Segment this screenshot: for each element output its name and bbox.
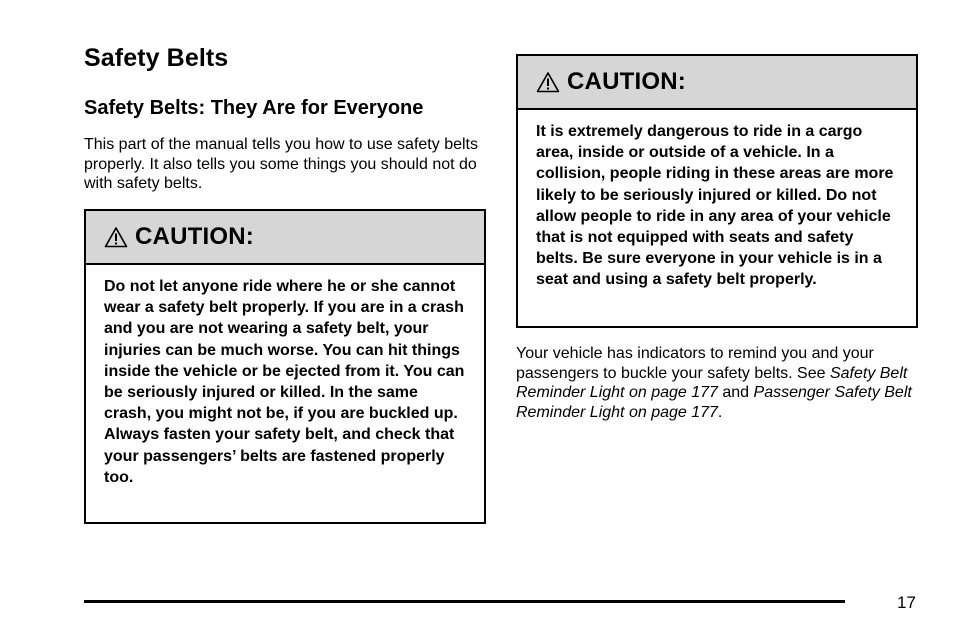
caution-header [518,56,916,110]
reminder-text: and [717,384,754,401]
caution-box-right [516,54,918,328]
reminder-text: . [717,403,723,421]
reminder-paragraph [516,344,918,422]
caution-text: It is extremely dangerous to ride in a cargo area, inside or outside of a vehicle. In a collision, people riding in these areas are more likely to be seriously injured or killed. Do not allow people to ride in any area of your vehicle that is not equipped with seats and safety belts. Be sure everyone in your vehicle is in a seat and using a safety belt properly. [536,123,894,289]
warning-triangle-icon [536,71,560,93]
intro-paragraph: This part of the manual tells you how to use safety belts properly. It also tells you some things you should not do with safety belts. [84,136,478,192]
reminder-link-driver[interactable]: Safety Belt Reminder Light on page 177 [516,364,908,401]
caution-header [86,211,484,265]
reminder-text: Your vehicle has indicators to remind you and your passengers to buckle your safety belts. See [516,345,874,382]
reminder-link-passenger[interactable]: Passenger Safety Belt Reminder Light on page 177 [516,384,912,421]
page-number: 17 [897,593,916,612]
caution-box-left [84,209,486,524]
caution-label: CAUTION: [567,68,686,95]
warning-triangle-icon [104,226,128,248]
footer-rule [84,600,845,603]
page-title: Safety Belts [84,44,229,72]
caution-label: CAUTION: [135,223,254,250]
caution-text: Do not let anyone ride where he or she cannot wear a safety belt properly. If you are in a crash and you are not wearing a safety belt, your injuries can be much worse. You can hit things inside the vehicle or be ejected from it. You can be seriously injured or killed. In the same crash, you might not be, if you are buckled up. Always fasten your safety belt, and check that your passengers’ belts are fastened properly too. [104,278,465,486]
section-heading: Safety Belts: They Are for Everyone [84,97,424,119]
